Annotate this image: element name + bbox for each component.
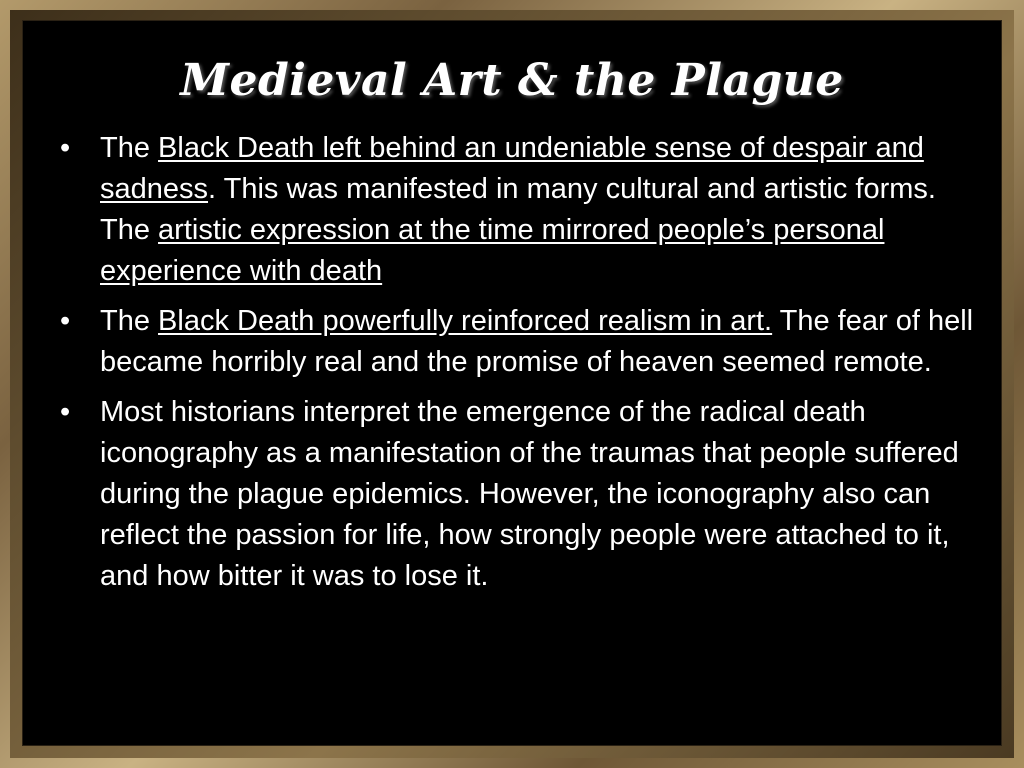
bullet-1-underlined-1: Black Death left behind an undeniable sense of despair and sadness [100, 132, 924, 205]
bullet-2-underlined-1: Black Death powerfully reinforced realism in art. [158, 305, 773, 337]
bullet-2-text-2: The fear of hell became horribly real and the promise of heaven seemed remote. [100, 305, 974, 378]
slide-title: Medieval Art & the Plague [180, 55, 844, 106]
bullet-icon: • [60, 305, 71, 337]
slide-canvas [22, 20, 1002, 746]
bullet-item-3 [58, 392, 978, 597]
bullet-list [58, 128, 978, 606]
bullet-icon: • [60, 132, 71, 164]
bullet-1-underlined-2: artistic expression at the time mirrored people’s personal experience with death [100, 214, 885, 287]
bullet-3-text-1: Most historians interpret the emergence of the radical death iconography as a manifestation of the traumas that people suffered during the plague epidemics. However, the iconography also can reflect the passion for life, how strongly people were attached to it, and how bitter it was to lose it. [100, 396, 959, 592]
bullet-item-2 [58, 301, 978, 383]
bullet-1-text-1: The [100, 132, 159, 164]
bullet-icon: • [60, 396, 71, 428]
bullet-2-text-1: The [100, 305, 159, 337]
bullet-item-1 [58, 128, 978, 292]
bullet-1-text-2: . This was manifested in many cultural and artistic forms. The [100, 173, 936, 246]
